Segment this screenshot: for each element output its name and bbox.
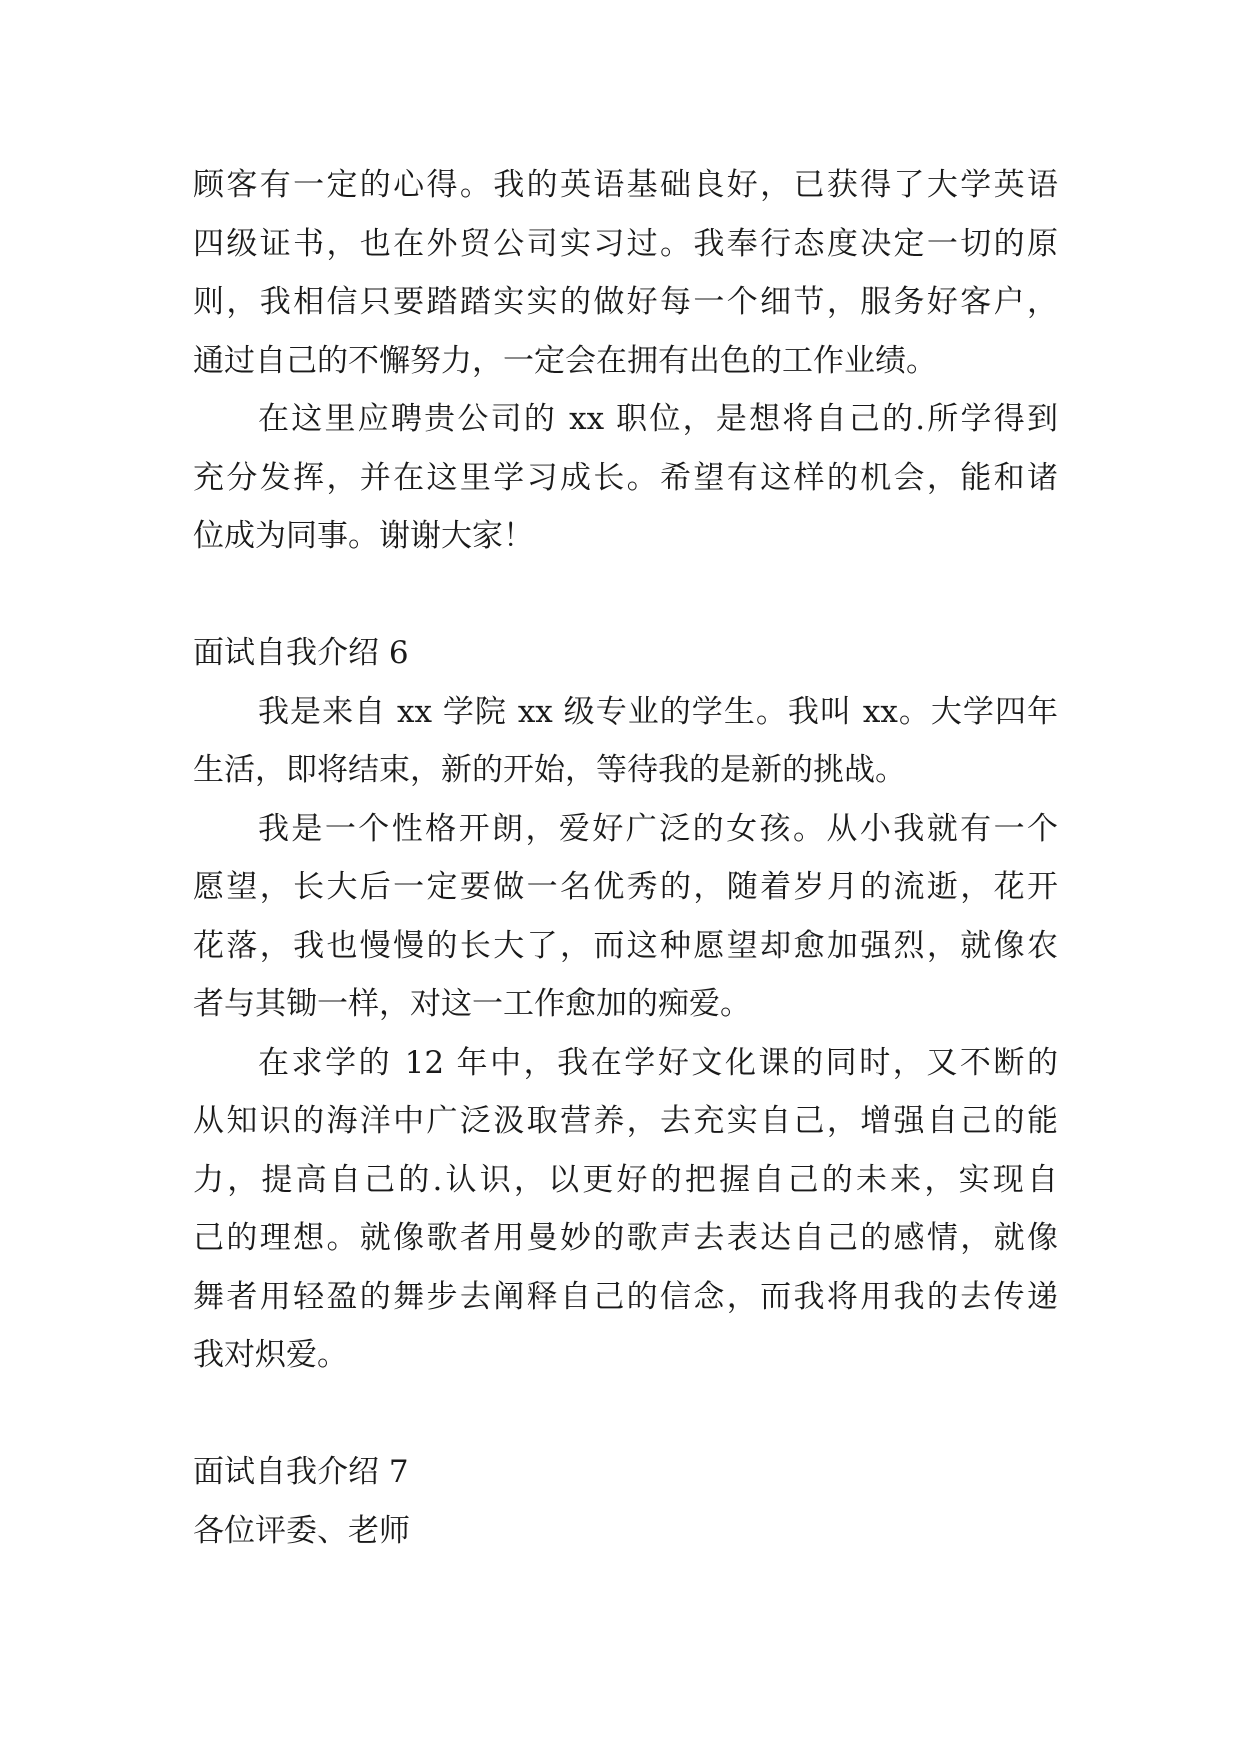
text-line: 生活，即将结束，新的开始，等待我的是新的挑战。 xyxy=(193,752,906,788)
paragraph xyxy=(193,800,1058,1034)
document-body xyxy=(193,156,1058,1560)
blank-line xyxy=(193,566,1058,625)
text-line: 者与其锄一样，对这一工作愈加的痴爱。 xyxy=(193,986,751,1022)
text-line: 我是一个性格开朗，爱好广泛的女孩。从小我就有一个 xyxy=(258,810,1058,847)
text-line: 通过自己的不懈努力，一定会在拥有出色的工作业绩。 xyxy=(193,342,937,379)
paragraph xyxy=(193,1502,1058,1561)
text-line: 花落，我也慢慢的长大了，而这种愿望却愈加强烈，就像农 xyxy=(193,927,1058,964)
text-line: 我对炽爱。 xyxy=(193,1337,348,1373)
text-line: 己的理想。就像歌者用曼妙的歌声去表达自己的感情，就像 xyxy=(193,1220,1058,1256)
blank-line xyxy=(193,1385,1058,1444)
text-line: 充分发挥，并在这里学习成长。希望有这样的机会，能和诸 xyxy=(193,459,1058,496)
text-line: 舞者用轻盈的舞步去阐释自己的信念，而我将用我的去传递 xyxy=(193,1278,1058,1315)
text-line: 从知识的海洋中广泛汲取营养，去充实自己，增强自己的能 xyxy=(193,1103,1058,1139)
text-line: 顾客有一定的心得。我的英语基础良好，已获得了大学英语 xyxy=(193,167,1058,203)
text-line: 各位评委、老师 xyxy=(193,1512,410,1549)
paragraph xyxy=(193,390,1058,566)
paragraph xyxy=(193,156,1058,390)
paragraph xyxy=(193,1034,1058,1385)
paragraph xyxy=(193,683,1058,800)
text-line: 则，我相信只要踏踏实实的做好每一个细节，服务好客户， xyxy=(193,284,1058,320)
section-heading: 面试自我介绍 7 xyxy=(193,1454,409,1490)
text-line: 力，提高自己的.认识，以更好的把握自己的未来，实现自 xyxy=(193,1161,1058,1198)
text-line: 愿望，长大后一定要做一名优秀的，随着岁月的流逝，花开 xyxy=(193,869,1058,905)
text-line: 四级证书，也在外贸公司实习过。我奉行态度决定一切的原 xyxy=(193,225,1058,262)
text-line: 位成为同事。谢谢大家！ xyxy=(193,518,534,554)
text-line: 在求学的 12 年中，我在学好文化课的同时，又不断的 xyxy=(258,1044,1058,1081)
section-heading: 面试自我介绍 6 xyxy=(193,635,409,671)
text-line: 我是来自 xx 学院 xx 级专业的学生。我叫 xx。大学四年 xyxy=(258,693,1058,730)
text-line: 在这里应聘贵公司的 xx 职位，是想将自己的.所学得到 xyxy=(258,401,1058,437)
